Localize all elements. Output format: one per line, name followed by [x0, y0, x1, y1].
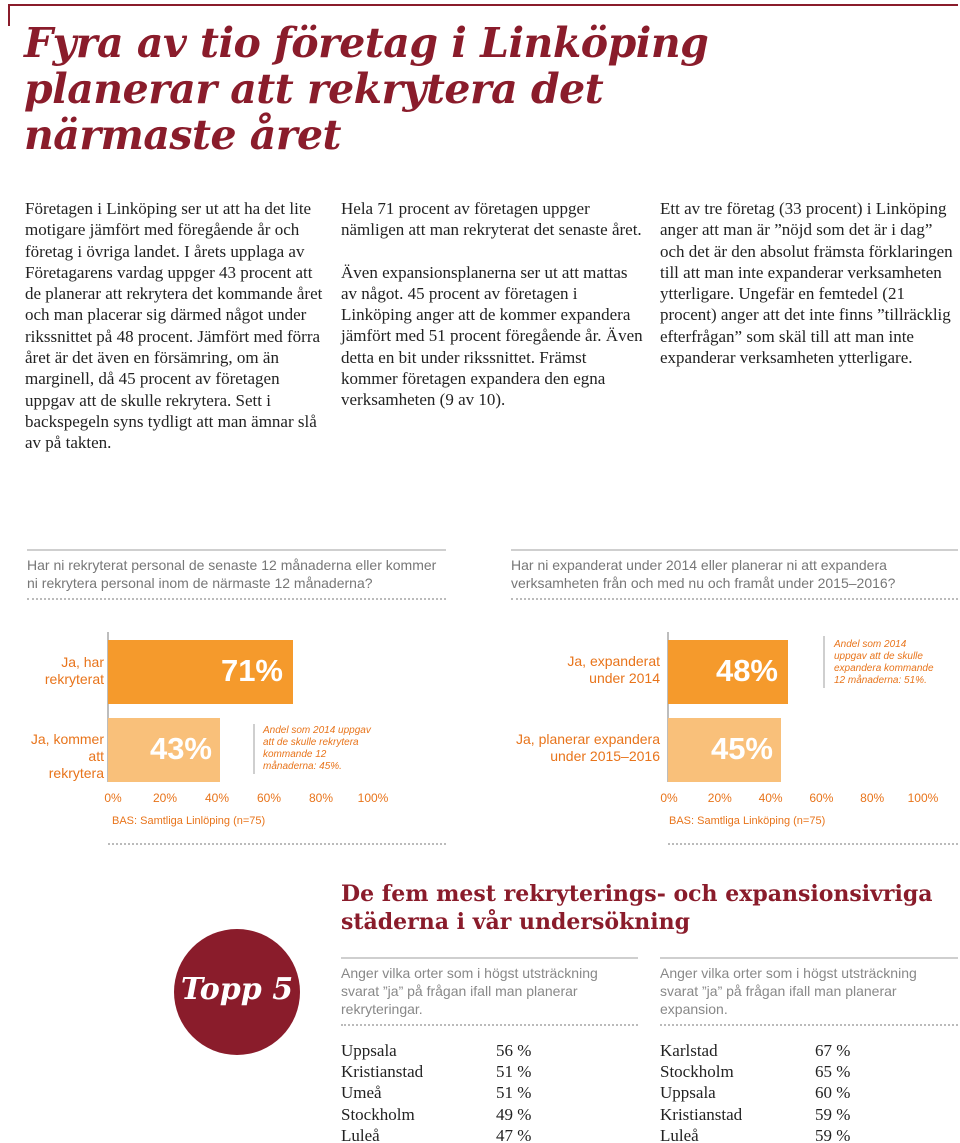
city-percent: 51 %	[496, 1083, 532, 1103]
list-item	[341, 1061, 541, 1082]
list-item	[660, 1040, 860, 1061]
tick-label: 40%	[758, 791, 783, 805]
city-name: Uppsala	[660, 1083, 716, 1103]
chart1-category-label: Ja, har rekryterat	[44, 654, 104, 687]
city-percent: 47 %	[496, 1125, 532, 1143]
topp-5-badge-text: Topp 5	[180, 972, 294, 1007]
chart2-category-label: Ja, expanderat under 2014	[567, 653, 660, 686]
city-percent: 51 %	[496, 1062, 532, 1082]
page-title: Fyra av tio företag i Linköping planerar att rekrytera det närmaste året	[24, 19, 709, 159]
page-frame-top	[8, 4, 958, 6]
city-name: Umeå	[341, 1083, 382, 1103]
chart1-x-ticks	[93, 791, 393, 805]
city-percent: 65 %	[815, 1062, 851, 1082]
bar-value-label: 48%	[715, 653, 778, 688]
chart1-base-note: BAS: Samtliga Linlöping (n=75)	[112, 815, 266, 827]
city-name: Karlstad	[660, 1041, 718, 1060]
bar-value-label: 71%	[220, 653, 283, 688]
city-percent: 49 %	[496, 1104, 532, 1124]
paragraph: Företagen i Linköping ser ut att ha det lite motigare jämfört med föregående år och företag i övriga landet. I årets upplaga av Företagarens vardag uppger 43 procent att de planerar att rekrytera det kommande året och man placerar sig därmed något under rikssnittet på 48 procent. Jämfört med förra året är det även en försämring, om än marginell, då 45 procent av företagen uppgav att de skulle rekrytera. Sett i backspegeln syns tydligt att man ämnar slå av på takten.	[25, 199, 323, 453]
chart2-question: Har ni expanderat under 2014 eller planerar ni att expandera verksamheten från och med nu och framåt under 2015–2016?	[511, 557, 896, 591]
chart1-bar-ja-har-rekryterat	[108, 640, 293, 704]
expand-question: Anger vilka orter som i högst utsträckning svarat ”ja” på frågan ifall man planerar expansion.	[660, 965, 917, 1017]
list-item	[341, 1125, 541, 1143]
page-frame-left	[8, 4, 10, 26]
tick-label: 40%	[204, 791, 230, 805]
city-percent: 56 %	[496, 1041, 532, 1060]
paragraph: Hela 71 procent av företagen uppger nämligen att man rekryterat det senaste året.	[341, 199, 642, 240]
expand-ranking-list	[660, 1040, 860, 1143]
city-percent: 67 %	[815, 1041, 851, 1060]
chart2-bottom-rule	[668, 843, 958, 845]
expand-dotted-rule	[660, 1024, 958, 1026]
list-item	[660, 1104, 860, 1125]
tick-label: 60%	[809, 791, 834, 805]
chart1-dotted-rule	[27, 598, 446, 600]
tick-label: 20%	[707, 791, 732, 805]
city-name: Kristianstad	[660, 1104, 743, 1124]
chart2-annotation: Andel som 2014 uppgav att de skulle expandera kommande 12 månaderna: 51%.	[834, 639, 934, 686]
chart2-bar-ja-expanderat-under-2014	[668, 640, 788, 704]
chart2-x-ticks	[649, 791, 943, 805]
tick-label: 80%	[308, 791, 334, 805]
tick-label: 100%	[907, 791, 939, 805]
chart2-top-rule	[511, 549, 958, 551]
chart1-category-label: Ja, kommer att rekrytera	[30, 731, 104, 781]
city-percent: 59 %	[815, 1104, 851, 1124]
paragraph: Ett av tre företag (33 procent) i Linköping anger att man är ”nöjd som det är i dag” och det är den absolut främsta förklaringen till att man inte expanderar verksamheten ytterligare. Ungefär en femtedel (21 procent) anger att det inte finns ”tillräcklig efterfrågan” som skäl till att man inte expanderar verksamheten ytterligare.	[660, 199, 953, 368]
city-percent: 60 %	[815, 1083, 851, 1103]
chart1-bottom-rule	[108, 843, 446, 845]
recruit-dotted-rule	[341, 1024, 638, 1026]
expand-top-rule	[660, 957, 958, 959]
chart1-bar-ja-kommer-att-rekrytera	[108, 718, 220, 782]
list-item	[341, 1104, 541, 1125]
chart1-question: Har ni rekryterat personal de senaste 12 månaderna eller kommer ni rekrytera personal inom de närmaste 12 månaderna?	[27, 557, 437, 591]
tick-label: 20%	[152, 791, 178, 805]
paragraph: Även expansionsplanerna ser ut att mattas av något. 45 procent av företagen i Linköping anger att de kommer expandera jämfört med 51 procent föregående år. Även detta en bit under rikssnittet. Främst kommer företagen expandera den egna verksamheten (9 av 10).	[341, 262, 643, 410]
list-item	[660, 1061, 860, 1082]
bar-value-label: 43%	[149, 731, 212, 766]
tick-label: 100%	[357, 791, 389, 805]
text-column-3	[660, 198, 960, 389]
tick-label: 0%	[104, 791, 122, 805]
chart2-dotted-rule	[511, 598, 958, 600]
bar-value-label: 45%	[710, 731, 773, 766]
city-name: Stockholm	[341, 1104, 415, 1124]
top5-heading: De fem mest rekryterings- och expansionsivriga städerna i vår undersökning	[341, 881, 933, 935]
recruit-top-rule	[341, 957, 638, 959]
recruit-ranking-list	[341, 1040, 541, 1143]
chart2-bar-ja-planerar-expandera	[668, 718, 781, 782]
text-column-1	[25, 198, 325, 475]
chart1-annotation-rule	[253, 724, 255, 774]
list-item	[341, 1082, 541, 1103]
city-name: Luleå	[341, 1125, 380, 1143]
chart2-base-note: BAS: Samtliga Linköping (n=75)	[669, 815, 826, 827]
chart2-category-label: Ja, planerar expandera under 2015–2016	[516, 731, 660, 764]
chart2-annotation-rule	[823, 636, 825, 688]
city-name: Kristianstad	[341, 1062, 424, 1082]
tick-label: 0%	[660, 791, 678, 805]
list-item	[660, 1125, 860, 1143]
city-name: Stockholm	[660, 1062, 734, 1082]
city-percent: 59 %	[815, 1125, 851, 1143]
recruit-question: Anger vilka orter som i högst utsträckning svarat ”ja” på frågan ifall man planerar rekryteringar.	[341, 965, 598, 1017]
tick-label: 80%	[860, 791, 885, 805]
list-item	[660, 1082, 860, 1103]
city-name: Uppsala	[341, 1041, 397, 1060]
tick-label: 60%	[256, 791, 282, 805]
list-item	[341, 1040, 541, 1061]
chart1-annotation: Andel som 2014 uppgav att de skulle rekrytera kommande 12 månaderna: 45%.	[263, 725, 371, 772]
chart1-top-rule	[27, 549, 446, 551]
city-name: Luleå	[660, 1125, 699, 1143]
text-column-2	[341, 198, 643, 432]
